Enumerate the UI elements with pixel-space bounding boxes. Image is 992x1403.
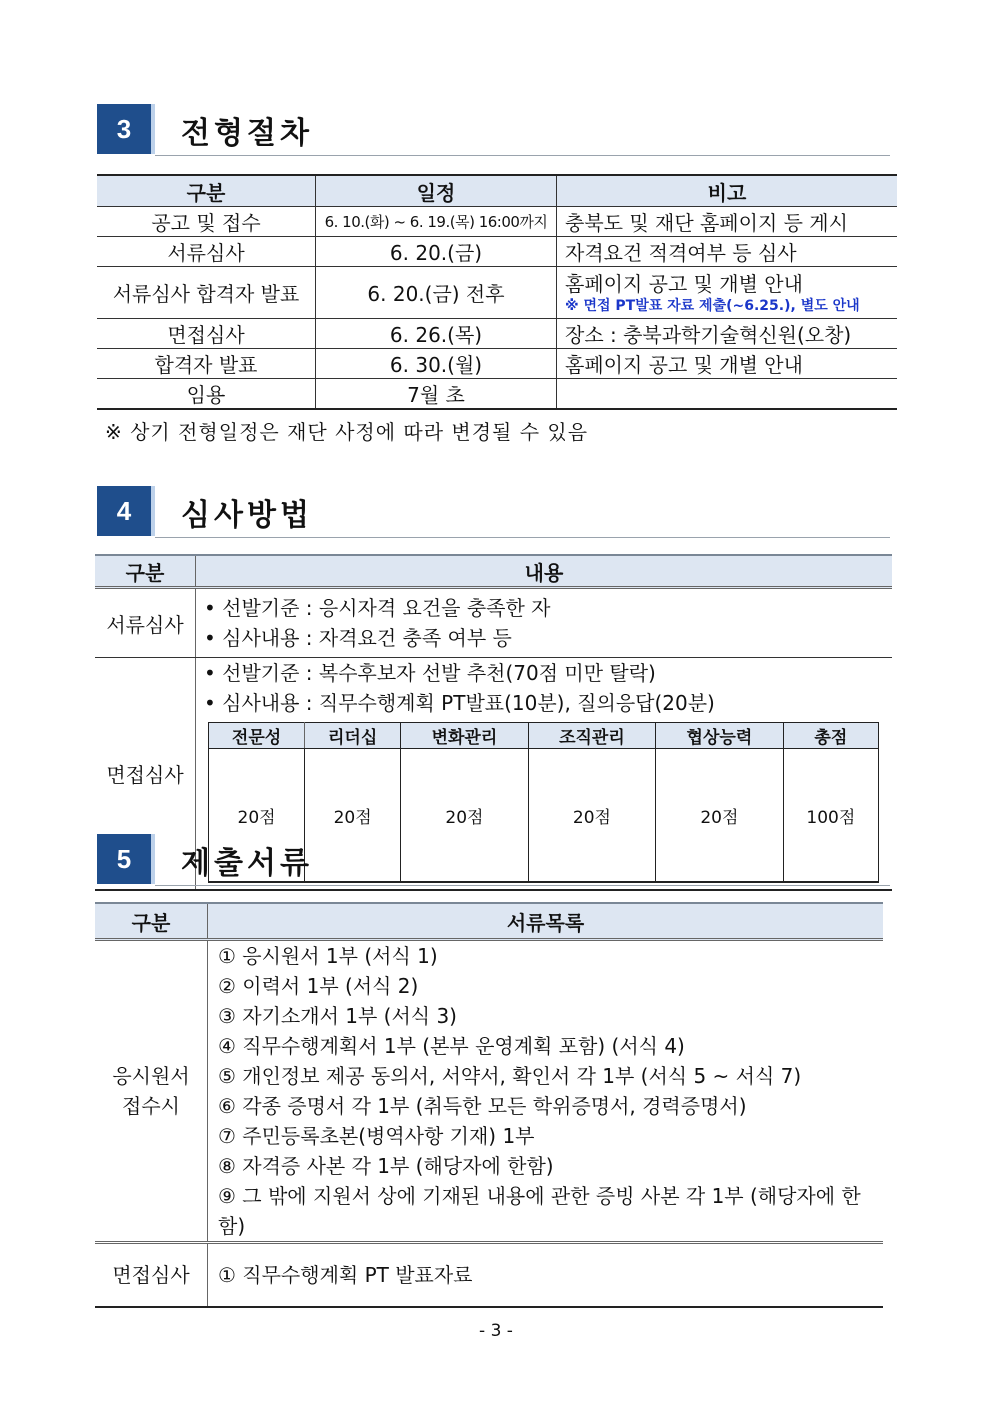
table-row — [95, 1243, 883, 1308]
score-value: 20점 — [401, 749, 528, 883]
table-header-row — [95, 555, 892, 588]
cell-category: 공고 및 접수 — [97, 207, 316, 237]
list-item: ⑥ 각종 증명서 각 1부 (취득한 모든 학위증명서, 경력증명서) — [218, 1094, 747, 1118]
cell-note: 홈페이지 공고 및 개별 안내 — [557, 349, 898, 379]
list-item: ② 이력서 1부 (서식 2) — [218, 974, 419, 998]
section-number: 5 — [97, 834, 151, 884]
cell-date: 6. 20.(금) — [316, 237, 557, 267]
category-line: 응시원서 — [112, 1064, 190, 1088]
table-row — [97, 207, 897, 237]
table-row — [97, 267, 897, 319]
section-4-header — [97, 486, 890, 538]
category-line: 접수시 — [122, 1094, 180, 1118]
list-item: • 선발기준 : 복수후보자 선발 추천(70점 미만 탈락) — [196, 658, 892, 688]
note-sub: ※ 면접 PT발표 자료 제출(~6.25.), 별도 안내 — [565, 297, 860, 314]
cell-category: 면접심사 — [95, 1243, 208, 1308]
cell-note: 자격요건 적격여부 등 심사 — [557, 237, 898, 267]
cell-category: 서류심사 — [97, 237, 316, 267]
column-header: 내용 — [196, 555, 893, 588]
cell-category — [95, 940, 208, 1243]
table-row — [97, 379, 897, 410]
score-value: 20점 — [209, 749, 305, 883]
cell-date: 6. 30.(월) — [316, 349, 557, 379]
score-header: 총점 — [783, 723, 878, 749]
cell-content — [208, 940, 884, 1243]
list-item: ① 응시원서 1부 (서식 1) — [218, 944, 438, 968]
schedule-remark: ※ 상기 전형일정은 재단 사정에 따라 변경될 수 있음 — [105, 420, 589, 444]
cell-content — [196, 588, 893, 658]
score-header: 변화관리 — [401, 723, 528, 749]
cell-note — [557, 267, 898, 319]
score-header: 리더십 — [305, 723, 401, 749]
table-header-row — [97, 175, 897, 207]
column-header: 구분 — [97, 175, 316, 207]
section-3-header — [97, 104, 890, 156]
list-item: • 심사내용 : 자격요건 충족 여부 등 — [196, 623, 892, 653]
table-row — [97, 349, 897, 379]
list-item: ④ 직무수행계획서 1부 (본부 운영계획 포함) (서식 4) — [218, 1034, 685, 1058]
cell-note — [557, 379, 898, 410]
cell-note: 장소 : 충북과학기술혁신원(오창) — [557, 319, 898, 349]
score-value: 20점 — [305, 749, 401, 883]
list-item: • 심사내용 : 직무수행계획 PT발표(10분), 질의응답(20분) — [196, 688, 892, 718]
list-item: ⑦ 주민등록초본(병역사항 기재) 1부 — [218, 1124, 535, 1148]
page-number: - 3 - — [479, 1321, 513, 1341]
table-header-row — [95, 903, 883, 940]
cell-note: 충북도 및 재단 홈페이지 등 게시 — [557, 207, 898, 237]
score-value: 20점 — [528, 749, 655, 883]
list-item: ① 직무수행계획 PT 발표자료 — [218, 1263, 473, 1287]
list-item: • 선발기준 : 응시자격 요건을 충족한 자 — [196, 593, 892, 623]
schedule-table — [97, 174, 897, 410]
section-title: 전형절차 — [181, 116, 313, 151]
cell-category: 서류심사 합격자 발표 — [97, 267, 316, 319]
cell-content — [208, 1243, 884, 1308]
note-text: 홈페이지 공고 및 개별 안내 — [565, 271, 803, 296]
cell-category: 서류심사 — [95, 588, 196, 658]
list-item: ⑨ 그 밖에 지원서 상에 기재된 내용에 관한 증빙 사본 각 1부 (해당자에 한함) — [218, 1184, 861, 1238]
cell-date: 6. 26.(목) — [316, 319, 557, 349]
section-5-header — [97, 834, 890, 886]
cell-category: 합격자 발표 — [97, 349, 316, 379]
section-number: 3 — [97, 104, 151, 154]
column-header: 비고 — [557, 175, 898, 207]
section-title: 심사방법 — [181, 498, 313, 533]
cell-date: 6. 10.(화) ~ 6. 19.(목) 16:00까지 — [316, 207, 557, 237]
cell-date: 7월 초 — [316, 379, 557, 410]
column-header: 구분 — [95, 555, 196, 588]
cell-date: 6. 20.(금) 전후 — [316, 267, 557, 319]
list-item: ⑧ 자격증 사본 각 1부 (해당자에 한함) — [218, 1154, 554, 1178]
column-header: 구분 — [95, 903, 208, 940]
section-number: 4 — [97, 486, 151, 536]
column-header: 서류목록 — [208, 903, 884, 940]
table-row — [97, 319, 897, 349]
score-value: 100점 — [783, 749, 878, 883]
column-header: 일정 — [316, 175, 557, 207]
list-item: ③ 자기소개서 1부 (서식 3) — [218, 1004, 457, 1028]
cell-category: 면접심사 — [97, 319, 316, 349]
divider — [155, 885, 890, 886]
score-header: 전문성 — [209, 723, 305, 749]
divider — [155, 537, 890, 538]
score-header: 조직관리 — [528, 723, 655, 749]
documents-table — [95, 902, 883, 1308]
table-row — [95, 588, 892, 658]
table-row — [95, 940, 883, 1243]
divider — [155, 155, 890, 156]
score-value: 20점 — [656, 749, 783, 883]
score-header-row — [209, 723, 879, 749]
cell-category: 임용 — [97, 379, 316, 410]
list-item: ⑤ 개인정보 제공 동의서, 서약서, 확인서 각 1부 (서식 5 ~ 서식 7) — [218, 1064, 802, 1088]
table-row — [97, 237, 897, 267]
score-header: 협상능력 — [656, 723, 783, 749]
section-title: 제출서류 — [181, 846, 313, 881]
cell-category: 면접심사 — [95, 658, 196, 891]
